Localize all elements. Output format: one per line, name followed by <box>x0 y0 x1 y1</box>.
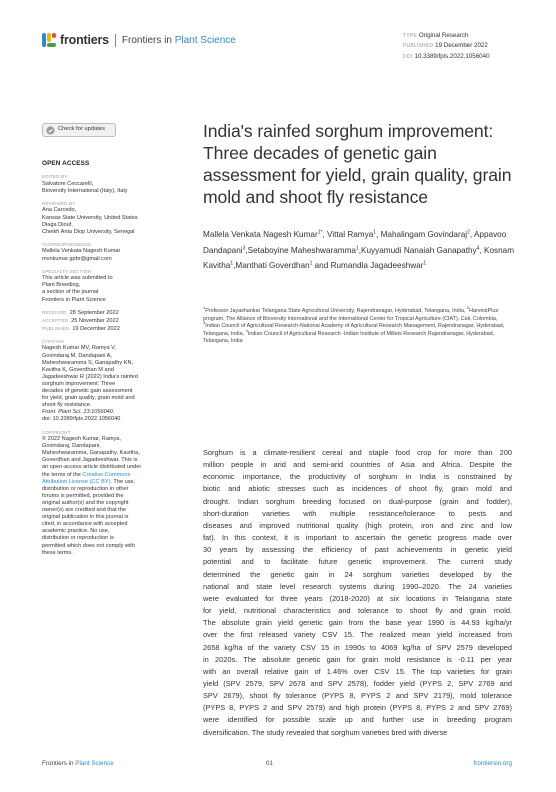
affiliation-text: HarvestPlus program, The Alliance of Bioversity International and the International Center for Tropical Agriculture (CIAT), Cali, Colombia, <box>203 308 499 322</box>
correspondence: *CORRESPONDENCE Mallela Venkata Nagesh Kumar mvnkumar.gpbr@gmail.com <box>42 241 165 263</box>
article-type: TYPE Original Research <box>403 32 469 39</box>
abstract <box>203 447 512 739</box>
publisher-name: frontiers <box>60 33 109 47</box>
abstract-line: 2658 kg/ha of the variety CSV 15 in 1990s to 4069 kg/ha of SPV 2579 developed <box>203 642 512 652</box>
footer-site-link[interactable]: frontiersin.org <box>473 760 512 767</box>
footer-journal: Frontiers in Plant Science <box>42 760 114 767</box>
abstract-line: determined the genetic gain in 24 sorghum varieties developed by the <box>203 569 512 579</box>
author-affiliation-marker: 1 <box>423 260 427 267</box>
logo-divider <box>115 34 116 47</box>
author-name[interactable]: Vittal Ramya <box>327 230 374 239</box>
author-separator: , <box>322 230 327 239</box>
abstract-line: in 2020s. The absolute genetic gain for grain mold resistance is -0.11 per year <box>203 654 512 664</box>
author-name[interactable]: Kuyyamudi Nanaiah Ganapathy <box>361 245 477 255</box>
author-separator: , <box>245 245 248 255</box>
author-name[interactable]: Rumandla Jagadeeshwar <box>330 261 424 270</box>
page-header <box>42 30 512 62</box>
author-name[interactable]: Kosnam Kavitha <box>203 245 515 270</box>
author-name[interactable]: Mallela Venkata Nagesh Kumar <box>203 230 318 239</box>
check-updates-icon <box>46 126 55 135</box>
check-updates-button[interactable] <box>42 123 116 137</box>
author-name[interactable]: Appavoo Dandapani <box>203 230 507 255</box>
abstract-line: drought. Indian sorghum breeding focused on dual-purpose (grain and fodder), <box>203 496 512 506</box>
affiliation-marker: 1 <box>203 305 206 311</box>
reviewed-by: REVIEWED BY Ana Carcedo, Kansas State University, United States Diaga Diouf, Cheikh Anta Diop University, Senegal <box>42 200 138 235</box>
abstract-line: national and state level research systems during 1990–2020. The 24 varieties <box>203 581 512 591</box>
affiliation-text: Indian Council of Agricultural Research -Indian Institute of Millets Research Rajendranagar, Hyderabad, Telangana, India <box>203 330 495 344</box>
abstract-line: 30 years by assessing the efficiency of past achievements in genetic yield <box>203 545 512 555</box>
abstract-line: diseases and improved nutritional quality (high protein, iron and zinc and low <box>203 520 512 530</box>
license-link[interactable]: Creative Commons <box>82 471 131 478</box>
author-affiliation-marker: 3 <box>242 244 246 251</box>
open-access-label: OPEN ACCESS <box>42 160 90 167</box>
abstract-line: million people in arid and semi-arid countries of Asia and Africa. Despite the <box>203 460 512 470</box>
author-separator: , <box>358 245 362 255</box>
author-affiliation-marker: 1 <box>230 260 234 267</box>
correspondence-email[interactable]: mvnkumar.gpbr@gmail.com <box>42 255 112 262</box>
author-affiliation-marker: 1 <box>355 244 359 251</box>
affiliation-marker: 2 <box>466 305 470 311</box>
check-updates-label: Check for updates <box>58 126 106 133</box>
page-number: 01 <box>266 760 274 767</box>
author-affiliation-marker: 4 <box>476 244 480 251</box>
abstract-line: were evaluated for three years (2018-2020) at six locations in Telangana state <box>203 593 512 603</box>
author-name[interactable]: Mahalingam Govindaraj <box>380 230 468 239</box>
sidebar <box>42 123 165 562</box>
abstract-line: (PYPS 8, PYPS 2 and SPV 2579) and high protein (PYPS 8, PYPS 2 and SPV 2769) <box>203 703 512 713</box>
author-separator: , <box>469 230 474 239</box>
abstract-line: for yield, nutritional characteristics and tolerance to shoot fly and grain mold. <box>203 606 512 616</box>
article-doi[interactable]: DOI 10.3389/fpls.2022.1056040 <box>403 52 490 60</box>
abstract-line: with an overall relative gain of 1.46% over CSV 15. The top varieties for grain <box>203 666 512 676</box>
abstract-line: short-duration varieties with multiple resistance/tolerance to pests and <box>203 508 512 518</box>
affiliations <box>203 305 515 346</box>
edited-by: EDITED BY Salvatore Ceccarelli, Bioversity International (Italy), Italy <box>42 174 128 194</box>
abstract-line: SPV 2679), shoot fly tolerance (PYPS 8, PYPS 2 and SPV 2179), mold tolerance <box>203 691 512 701</box>
author-affiliation-marker: 1 <box>373 229 377 236</box>
copyright: COPYRIGHT © 2022 Nagesh Kumar, Ramya, Govindaraj, Dandapani, Maheshwaramma, Ganapathy, Kavitha, Goverdhan and Jagadeeshwar. This is an open-access article distributed under the terms of the Creative Commons Attribution License (CC BY). The use, distribution or reproduction in other forums is permitted, provided the original author(s) and the copyright owner(s) are credited and that the original publication in this journal is cited, in accordance with accepted academic practice. No use, distribution or reproduction is permitted which does not comply with these terms. <box>42 429 142 556</box>
abstract-line: over the first released variety CSV 15. The realized mean yield increased from <box>203 630 512 640</box>
article-meta <box>403 31 490 62</box>
affiliation-marker: 3 <box>203 320 206 326</box>
frontiers-logo-icon <box>42 33 56 47</box>
author-name[interactable]: Manthati Goverdhan <box>235 261 310 270</box>
author-affiliation-marker: 1 <box>309 260 313 267</box>
author-affiliation-marker: 2 <box>467 229 470 236</box>
affiliation-text: Indian Council of Agricultural Research-National Academy of Agricultural Research Management, Rajendranagar, Hyderabad, Telangana, India, <box>203 323 505 337</box>
author-list <box>203 227 515 274</box>
affiliation-text: Professor Jayashankar Telangana State Agricultural University, Rajendranagar, Hyderabad, Telangana, India, <box>205 308 467 314</box>
author-affiliation-marker: 1* <box>317 229 323 236</box>
abstract-line: fat). In this context, it is important to ascertain the genetic progress made over <box>203 533 512 543</box>
abstract-line: were identified for possible scale up and further use in breeding program <box>203 715 512 725</box>
author-separator: , <box>376 230 381 239</box>
author-separator: , <box>479 245 484 255</box>
journal-logo[interactable] <box>42 33 236 47</box>
abstract-line: potential and to facilitate future genetic improvement. The current study <box>203 557 512 567</box>
article-title: India's rainfed sorghum improvement: Three decades of genetic gain assessment for yield, grain quality, grain mold and shoot fly resistance <box>203 121 512 207</box>
specialty-section: SPECIALTY SECTION This article was submitted to Plant Breeding, a section of the journal Frontiers in Plant Science <box>42 268 113 303</box>
journal-name: Frontiers in Plant Science <box>121 34 236 46</box>
abstract-line: biotic and abiotic stresses such as incidences of shoot fly, grain mold and <box>203 484 512 494</box>
page-footer <box>42 760 512 770</box>
article-published: PUBLISHED 19 December 2022 <box>403 42 488 50</box>
license-link-cont[interactable]: Attribution License (CC BY) <box>42 478 111 485</box>
abstract-line: economic importance, the productivity of sorghum in India is constrained by <box>203 472 512 482</box>
author-name[interactable]: Setaboyine Maheshwaramma <box>247 245 356 255</box>
article-dates: RECEIVED 28 September 2022 ACCEPTED 25 November 2022 PUBLISHED 19 December 2022 <box>42 309 120 332</box>
abstract-line: diversification. The study revealed that sorghum varieties bred with diverse <box>203 727 448 737</box>
abstract-line: yield (SPV 2579, SPV 2678 and SPV 2578), fodder yield (PYPS 2, SPV 2769 and <box>203 678 512 688</box>
affiliation-marker: 4 <box>245 327 248 333</box>
abstract-line: The absolute grain yield genetic gain from the base year 1990 is 44.93 kg/ha/yr <box>203 618 512 628</box>
citation: CITATION Nagesh Kumar MV, Ramya V, Govindaraj M, Dandapani A, Maheshwaramma S, Ganapathy KN, Kavitha K, Goverdhan M and Jagadeeshwar R (2022) India's rainfed sorghum improvement: Three decades of genetic gain assessment for yield, grain quality, grain mold and shoot fly resistance. Front. Plant Sci. 13:1056040. doi: 10.3389/fpls.2022.1056040 <box>42 338 138 423</box>
author-separator: , <box>233 261 236 270</box>
abstract-line: Sorghum is a climate-resilient cereal and staple food crop for more than 200 <box>203 448 512 457</box>
author-separator: and <box>312 261 331 270</box>
